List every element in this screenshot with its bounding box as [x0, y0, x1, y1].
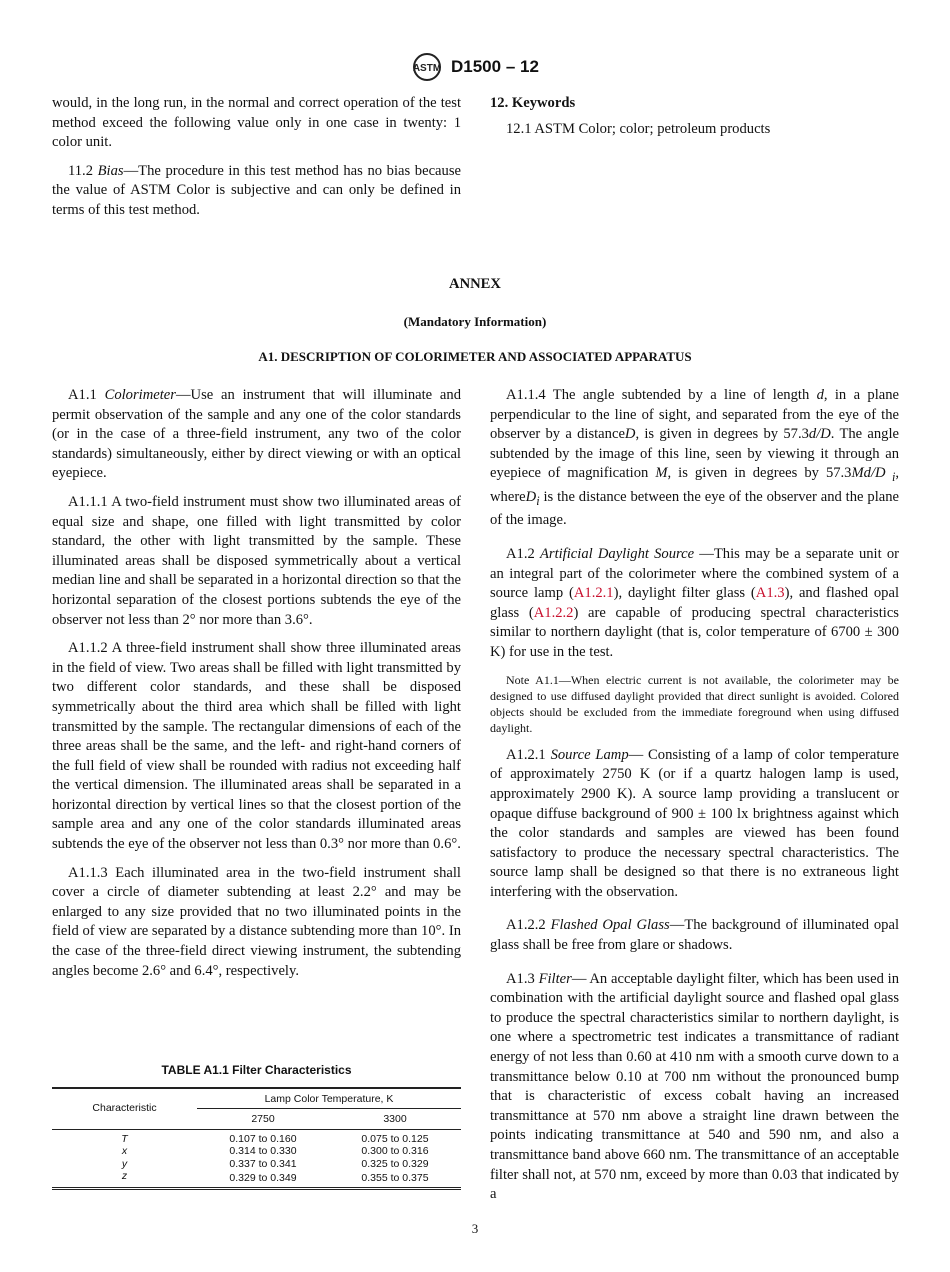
text: ), and flashed opal glass (: [490, 585, 900, 621]
text: , is given in degrees by 57.3: [635, 426, 809, 443]
paragraph: would, in the long run, in the normal and correct operation of the test method exceed the following value only in one case in twenty: 1 color unit.: [52, 95, 461, 151]
keywords-heading: 12. Keywords: [490, 95, 576, 111]
section-number: A1.2: [506, 545, 535, 562]
text: , in a plane perpendicular to the line of sight, and separated from the eye of the observer by a distance: [490, 387, 899, 443]
table-row: [52, 1170, 461, 1188]
section-number: A1.3: [506, 970, 535, 987]
math: d/D: [808, 426, 831, 443]
table-cell: x: [121, 1145, 128, 1158]
page-number: 3: [471, 1221, 479, 1236]
annex-title: ANNEX: [449, 276, 501, 292]
table-row: [52, 1129, 461, 1145]
paragraph-a1-1: [52, 386, 461, 484]
section-title: Bias: [97, 162, 124, 179]
table-cell: 0.337 to 0.341: [229, 1157, 297, 1170]
paragraph-a1-1-2: A1.1.2 A three-field instrument shall show three illuminated areas in the field of view. Two areas shall be filled with light transmitted by two different color standards, and these shall be disposed symmetrically about the third area which shall be filled with light transmitted by the sample. The rectangular dimensions of each of the three areas shall be the same, and the left- and right-hand corners of the full field of view shall be rounded with radius not exceeding half the vertical dimension. The illuminated areas shall be separated in a horizontal direction by vertical lines so that the closest portion of the sample area and any one of the color standards illuminated areas subtends the eye of the observer not less than 0.3° nor more than 0.6°.: [52, 640, 461, 853]
paragraph-text: —The procedure in this test method has no bias because the value of ASTM Color is subjective and can only be defined in terms of this test method.: [52, 162, 461, 218]
paragraph-text: — An acceptable daylight filter, which has been used in combination with the artificial daylight source and flashed opal glass to produce the spectral characteristics similar to northern daylight, is one where a spectrometric test indicates a transmittance of radiant energy of not less than 0.60 at 410 nm with a smooth curve down to a transmittance below 0.10 at 700 nm without the pronounced bump that is characteristic of excess cobalt having an increased transmittance at 570 nm above a straight line drawn between the points indicating transmittance at 540 and 590 nm, and also a transmittance band above 660 nm. The transmittance of an acceptable filter shall not, at 570 nm, exceed by more than 0.03 that indicated by a: [490, 970, 899, 1203]
filter-characteristics-table: [52, 1087, 461, 1190]
section-title: Colorimeter: [104, 387, 176, 403]
note-label: Note A1.1: [506, 672, 559, 687]
section-number: A1.2.2: [506, 917, 546, 934]
paragraph-a1-1-1: A1.1.1 A two-field instrument must show two illuminated areas of equal size and shape, one filled with light transmitted by color standard, the other with light transmitted by the sample. These illuminated areas shall be disposed symmetrically about a vertical median line and shall be separated in a horizontal direction so that the horizontal separation of the closest portions subtends the eye of the observer not less than 2° nor more than 3.6°.: [52, 493, 461, 628]
note-text: —When electric current is not available, the colorimeter may be designed to use diffused daylight provided that direct sunlight is avoided. Colored objects should be excluded from the immediate foreground when using diffused daylight.: [490, 672, 899, 736]
table-cell: y: [121, 1157, 128, 1170]
table-cell: 0.075 to 0.125: [361, 1132, 429, 1145]
math: M: [655, 465, 668, 482]
page-header: [409, 52, 539, 82]
right-column: [490, 386, 899, 1214]
paragraph-text: —The background of illuminated opal glass shall be free from glare or shadows.: [490, 917, 899, 954]
paragraph-bias: [52, 162, 461, 221]
group-header: Lamp Color Temperature, K: [197, 1088, 461, 1109]
paragraph-a1-2: [490, 545, 899, 663]
section-number: A1.1: [68, 387, 97, 403]
text: . The angle subtended by the image of this line, seen by viewing it through an eyepiece of magnification: [490, 426, 899, 482]
table-title: TABLE A1.1 Filter Characteristics: [161, 1063, 352, 1077]
math: i: [885, 470, 896, 485]
text: A1.1.4 The angle subtended by a line of length: [506, 387, 817, 403]
math: i: [536, 493, 540, 508]
section-title: Flashed Opal Glass: [550, 917, 670, 934]
section-title: Artificial Daylight Source: [539, 545, 695, 562]
keywords-section: [490, 94, 899, 148]
table-cell: 0.325 to 0.329: [361, 1157, 429, 1170]
math: D: [624, 426, 636, 443]
text: , where: [490, 465, 899, 505]
text: ), daylight filter glass (: [613, 585, 756, 602]
math: Md/D: [851, 465, 886, 482]
section-title: Filter: [538, 970, 572, 987]
left-column-top: [52, 94, 461, 230]
column-header: 3300: [383, 1112, 407, 1125]
document-designation: D1500 – 12: [451, 57, 539, 77]
paragraph-a1-2-2: [490, 916, 899, 955]
paragraph-a1-3: [490, 970, 899, 1205]
section-title: Source Lamp: [550, 746, 629, 763]
math: d: [816, 387, 824, 403]
table-cell: 0.329 to 0.349: [229, 1172, 297, 1185]
table-cell: 0.300 to 0.316: [361, 1145, 429, 1158]
table-row: [52, 1145, 461, 1158]
annex-subtitle: (Mandatory Information): [403, 314, 547, 329]
text: is the distance between the eye of the observer and the plane of the image.: [490, 488, 899, 529]
svg-text:ASTM: ASTM: [412, 63, 442, 74]
link-a1-3[interactable]: A1.3: [755, 585, 785, 602]
column-header: 2750: [251, 1113, 275, 1126]
paragraph-text: — Consisting of a lamp of color temperature of approximately 2750 K (or if a quartz halogen lamp is used, approximately 2900 K). A source lamp providing a translucent or opaque diffuse background of 900 ± 100 lx brightness against which the color standards and samples are viewed has been found satisfactory to produce the necessary spectral characteristics. The source lamp shall be designed so that there is no extraneous light interfering with the observation.: [490, 746, 900, 900]
table-cell: 0.355 to 0.375: [361, 1172, 429, 1185]
paragraph-a1-2-1: [490, 746, 899, 903]
link-a1-2-1[interactable]: A1.2.1: [573, 585, 614, 602]
keywords-text: 12.1 ASTM Color; color; petroleum products: [506, 120, 771, 137]
section-number: 11.2: [68, 162, 93, 179]
astm-logo-icon: [409, 52, 445, 82]
filter-table-block: [52, 1061, 461, 1190]
annex-section-heading: A1. DESCRIPTION OF COLORIMETER AND ASSOCIATED APPARATUS: [258, 349, 692, 364]
text: —This may be a separate unit or an integral part of the colorimeter where the combined system of a source lamp (: [490, 545, 899, 602]
column-header: Characteristic: [52, 1088, 197, 1130]
paragraph-a1-1-4: [490, 386, 899, 531]
paragraph-text: —Use an instrument that will illuminate and permit observation of the sample and any one of the color standards (or in the case of a three-field instrument, any two of the color standards) simultaneously, either by direct viewing or with an optical eyepiece.: [52, 387, 461, 482]
table-cell: 0.107 to 0.160: [229, 1132, 297, 1145]
table-cell: z: [121, 1170, 128, 1183]
note-a1-1: [490, 672, 899, 737]
table-cell: T: [121, 1132, 128, 1145]
table-row: [52, 1158, 461, 1171]
left-column: [52, 386, 461, 990]
math: D: [525, 488, 537, 505]
section-number: A1.2.1: [506, 746, 546, 763]
text: ) are capable of producing spectral characteristics similar to northern daylight (that is, color temperature of 6700 ± 300 K) for use in the test.: [490, 604, 899, 660]
link-a1-2-2[interactable]: A1.2.2: [533, 604, 574, 621]
text: , is given in degrees by 57.3: [667, 465, 852, 482]
paragraph-a1-1-3: A1.1.3 Each illuminated area in the two-field instrument shall cover a circle of diameter subtending at least 2.2° and may be enlarged to any size provided that no two illuminated points in the field of view are separated by a distance subtending more than 10°. In the case of the three-field direct viewing instrument, the subtending angles become 2.6° and 6.4°, respectively.: [52, 864, 461, 979]
table-cell: 0.314 to 0.330: [229, 1145, 297, 1158]
